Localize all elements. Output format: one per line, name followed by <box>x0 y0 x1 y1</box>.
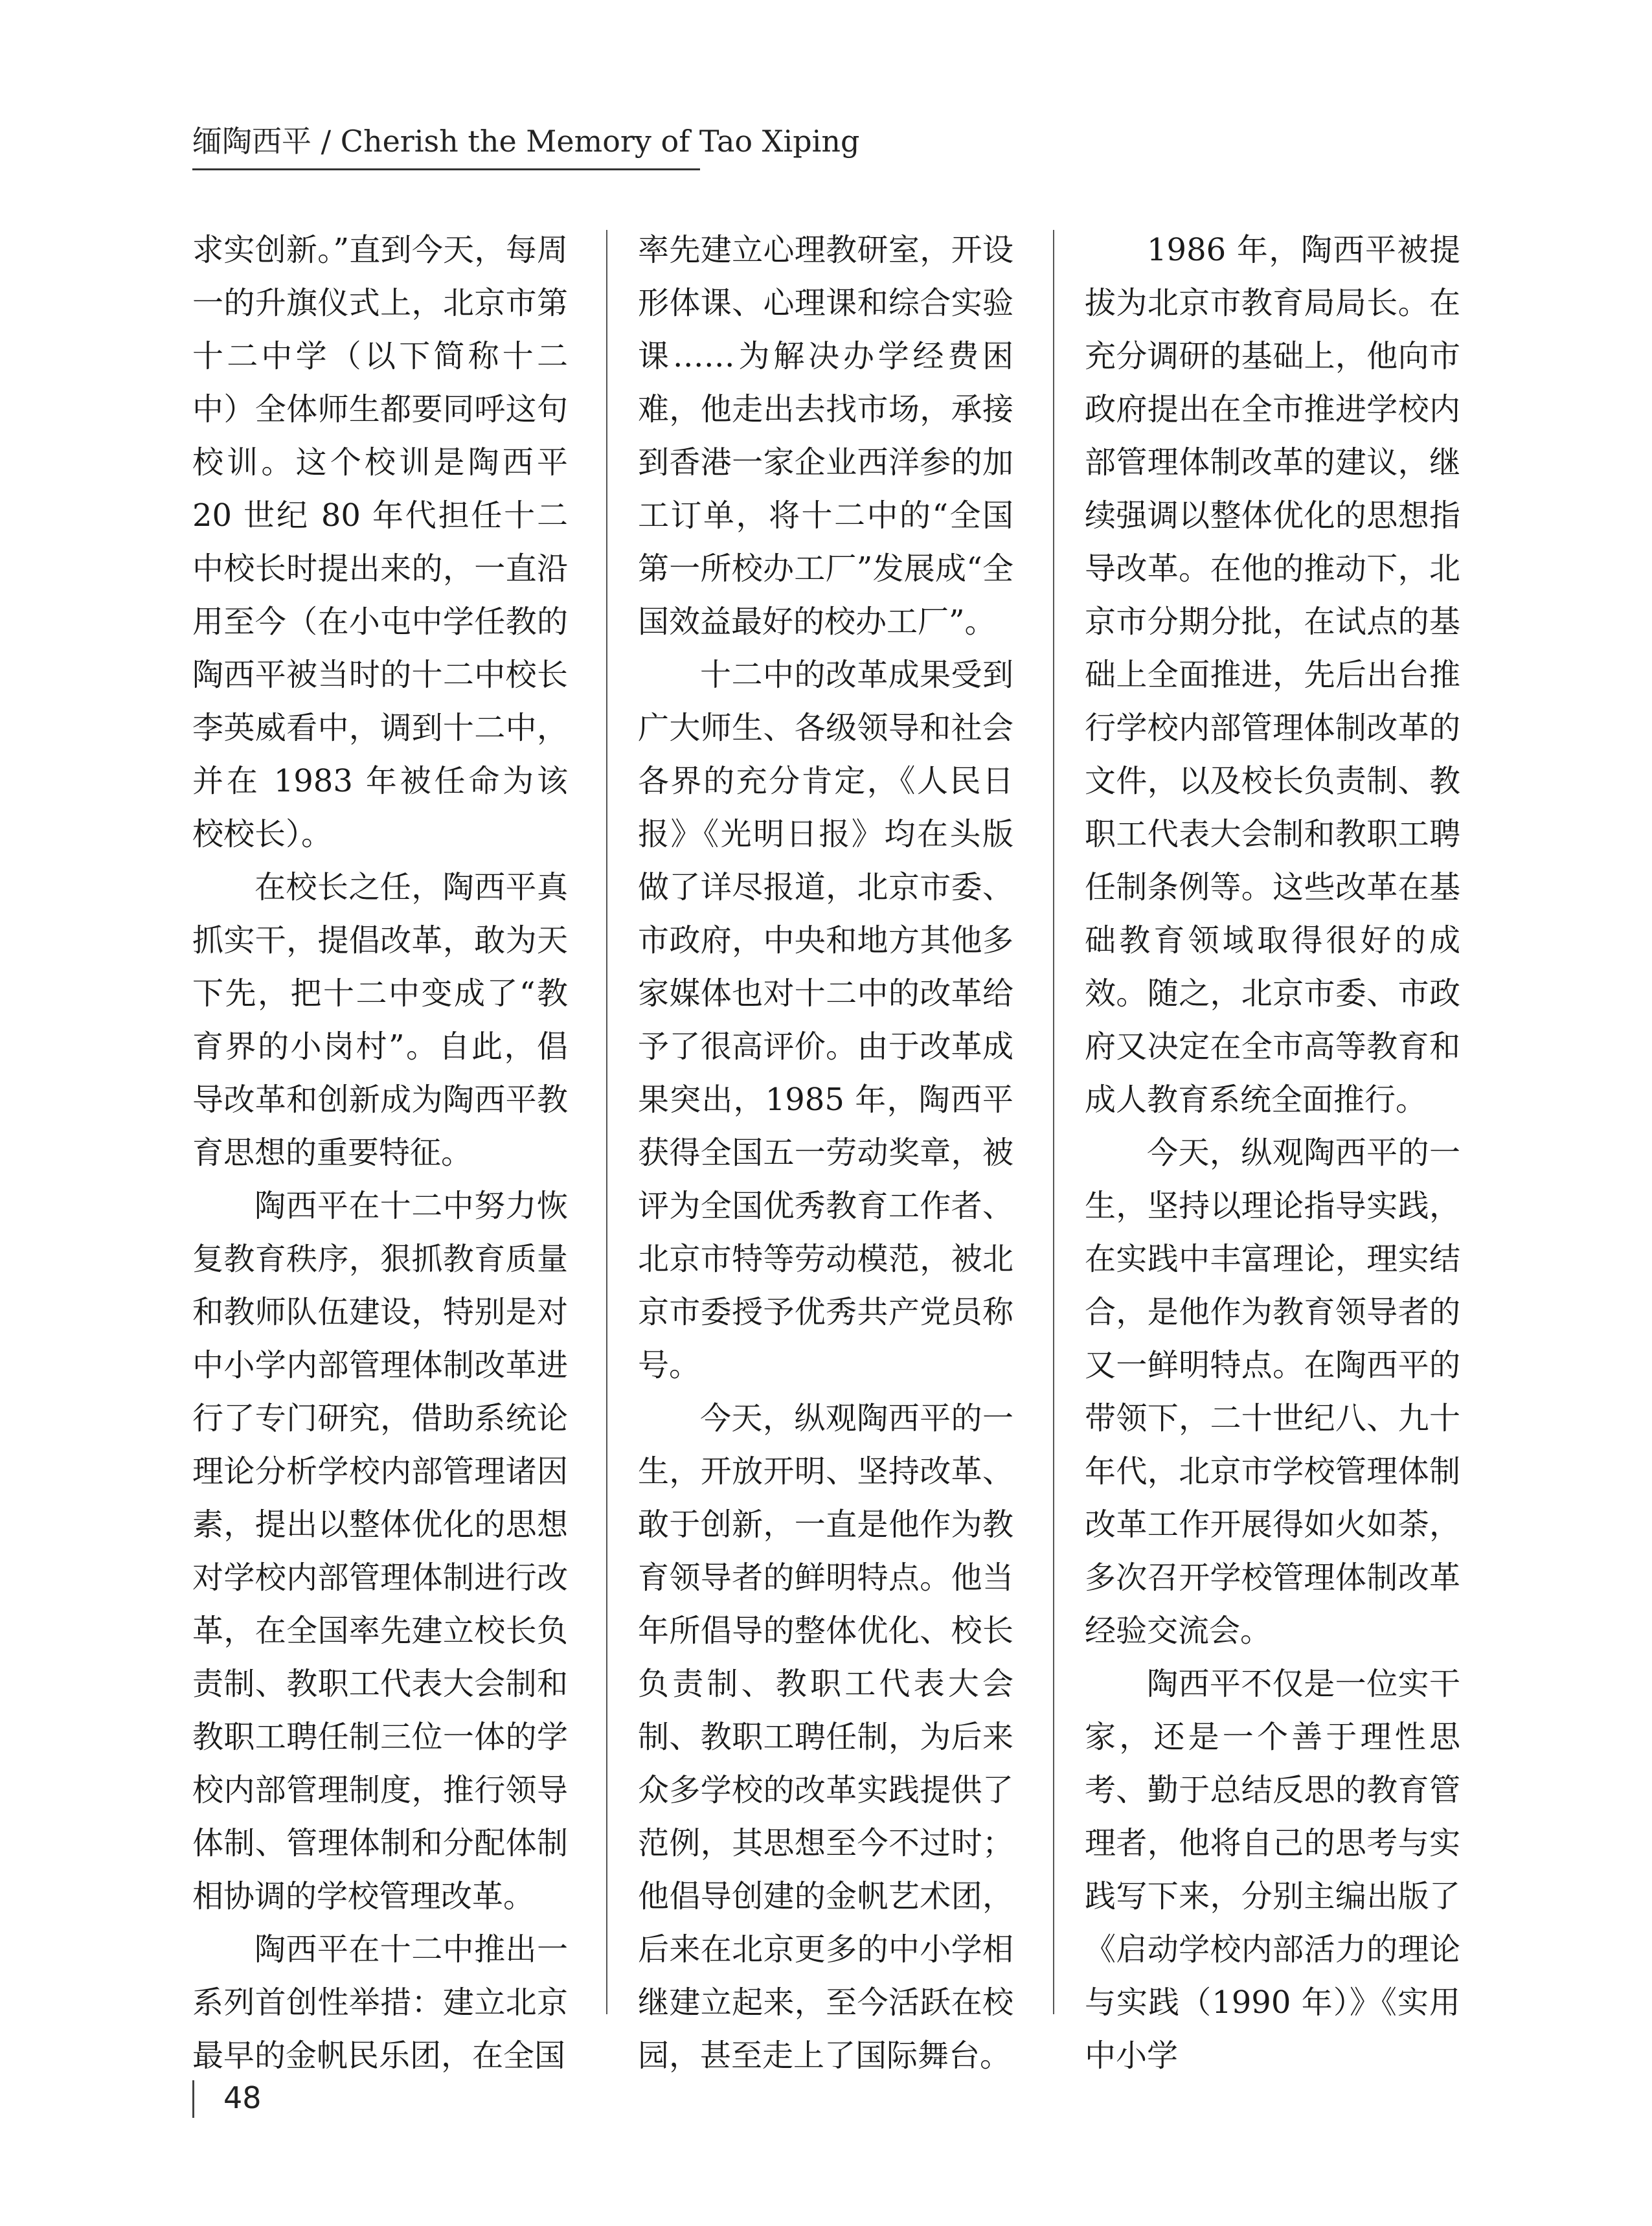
paragraph: 陶西平不仅是一位实干家，还是一个善于理性思考、勤于总结反思的教育管理者，他将自己的思考与实践写下来，分别主编出版了《启动学校内部活力的理论与实践（1990 年）》《实用中小学 <box>1085 1666 1460 2074</box>
paragraph: 十二中的改革成果受到广大师生、各级领导和社会各界的充分肯定，《人民日报》《光明日报》均在头版做了详尽报道，北京市委、市政府，中央和地方其他多家媒体也对十二中的改革给予了很高评价。由于改革成果突出，1985 年，陶西平获得全国五一劳动奖章，被评为全国优秀教育工作者、北京市特等劳动模范，被北京市委授予优秀共产党员称号。 <box>638 657 1013 1383</box>
paragraph: 1986 年，陶西平被提拔为北京市教育局局长。在充分调研的基础上，他向市政府提出在全市推进学校内部管理体制改革的建议，继续强调以整体优化的思想指导改革。在他的推动下，北京市分期分批，在试点的基础上全面推进，先后出台推行学校内部管理体制改革的文件，以及校长负责制、教职工代表大会制和教职工聘任制条例等。这些改革在基础教育领域取得很好的成效。随之，北京市委、市政府又决定在全市高等教育和成人教育系统全面推行。 <box>1085 232 1460 1118</box>
text-column-1 <box>192 223 568 2082</box>
paragraph: 在校长之任，陶西平真抓实干，提倡改革，敢为天下先，把十二中变成了“教育界的小岗村”。自此，倡导改革和创新成为陶西平教育思想的重要特征。 <box>192 869 568 1171</box>
text-column-2 <box>638 223 1013 2082</box>
paragraph: 率先建立心理教研室，开设形体课、心理课和综合实验课……为解决办学经费困难，他走出去找市场，承接到香港一家企业西洋参的加工订单，将十二中的“全国第一所校办工厂”发展成“全国效益最好的校办工厂”。 <box>638 232 1013 640</box>
running-header: 缅陶西平 / Cherish the Memory of Tao Xiping <box>192 124 860 159</box>
paragraph: 今天，纵观陶西平的一生，开放开明、坚持改革、敢于创新，一直是他作为教育领导者的鲜明特点。他当年所倡导的整体优化、校长负责制、教职工代表大会制、教职工聘任制，为后来众多学校的改革实践提供了范例，其思想至今不过时；他倡导创建的金帆艺术团，后来在北京更多的中小学相继建立起来，至今活跃在校园，甚至走上了国际舞台。 <box>638 1400 1013 2074</box>
column-divider <box>1053 230 1054 2014</box>
paragraph: 求实创新。”直到今天，每周一的升旗仪式上，北京市第十二中学（以下简称十二中）全体师生都要同呼这句校训。这个校训是陶西平 20 世纪 80 年代担任十二中校长时提出来的，一直沿用至今（在小屯中学任教的陶西平被当时的十二中校长李英威看中，调到十二中，并在 1983 年被任命为该校校长）。 <box>192 232 568 852</box>
page-number: 48 <box>223 2080 262 2115</box>
paragraph: 陶西平在十二中努力恢复教育秩序，狠抓教育质量和教师队伍建设，特别是对中小学内部管理体制改革进行了专门研究，借助系统论理论分析学校内部管理诸因素，提出以整体优化的思想对学校内部管理体制进行改革，在全国率先建立校长负责制、教职工代表大会制和教职工聘任制三位一体的学校内部管理制度，推行领导体制、管理体制和分配体制相协调的学校管理改革。 <box>192 1188 568 1914</box>
column-divider <box>606 230 607 2014</box>
paragraph: 陶西平在十二中推出一系列首创性举措：建立北京最早的金帆民乐团，在全国 <box>192 1931 568 2074</box>
text-column-3 <box>1085 223 1460 2082</box>
folio-bar <box>192 2080 194 2118</box>
paragraph: 今天，纵观陶西平的一生，坚持以理论指导实践，在实践中丰富理论，理实结合，是他作为教育领导者的又一鲜明特点。在陶西平的带领下，二十世纪八、九十年代，北京市学校管理体制改革工作开展得如火如荼，多次召开学校管理体制改革经验交流会。 <box>1085 1135 1460 1649</box>
header-rule <box>192 168 700 170</box>
